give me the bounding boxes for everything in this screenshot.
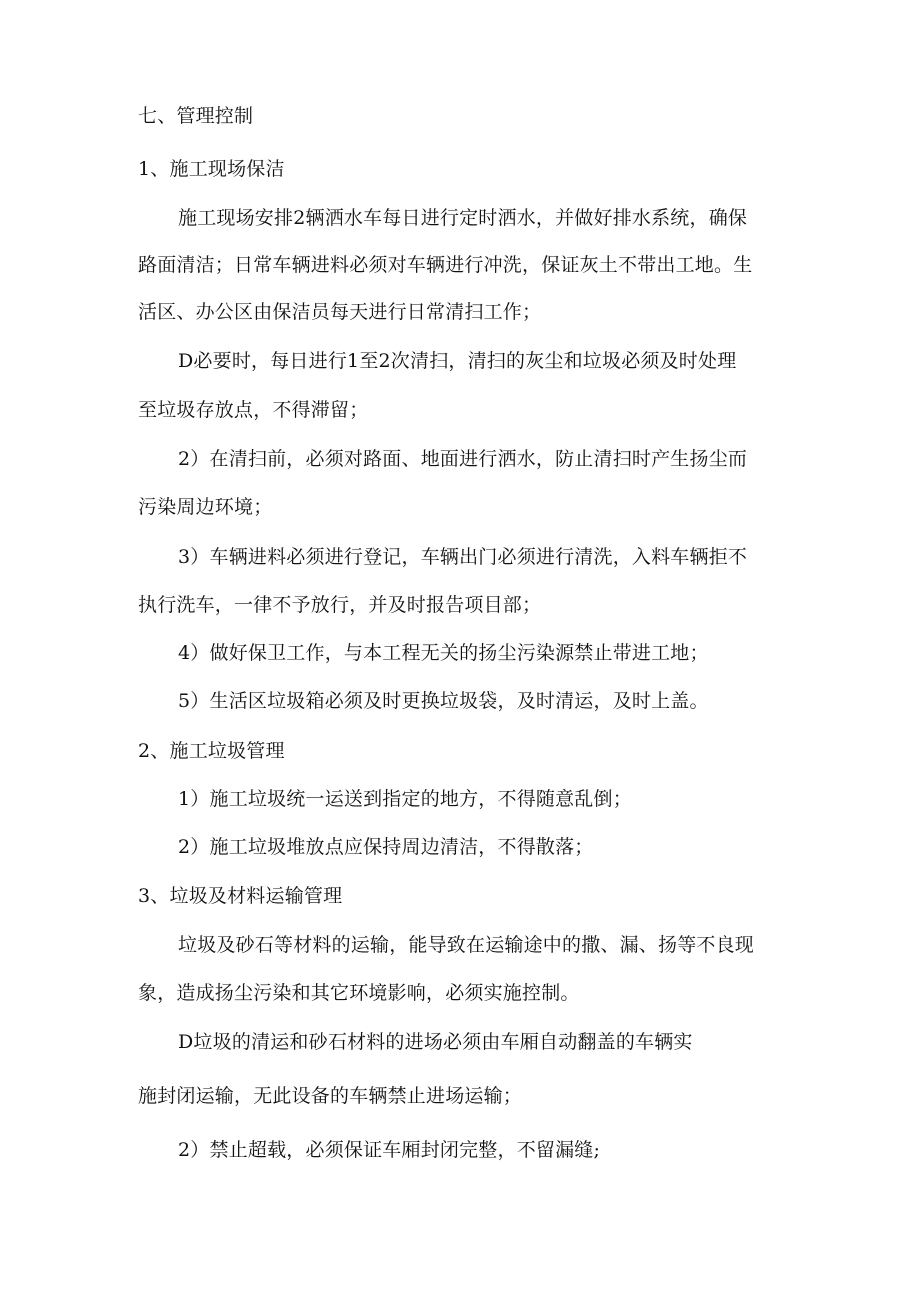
- subsection-1-item-4: 4）做好保卫工作，与本工程无关的扬尘污染源禁止带进工地；: [178, 642, 709, 664]
- subsection-1-item-5: 5）生活区垃圾箱必须及时更换垃圾袋，及时清运，及时上盖。: [178, 690, 709, 712]
- subsection-1-item-2-line-1: 2）在清扫前，必须对路面、地面进行洒水，防止清扫时产生扬尘而: [178, 448, 748, 470]
- subsection-3-intro-line-2: 象，造成扬尘污染和其它环境影响，必须实施控制。: [138, 982, 580, 1004]
- subsection-3-intro-line-1: 垃圾及砂石等材料的运输，能导致在运输途中的撒、漏、扬等不良现: [178, 934, 755, 956]
- subsection-2-item-2: 2）施工垃圾堆放点应保持周边清洁，不得散落；: [178, 836, 594, 858]
- subsection-3-item-1-line-1: D垃圾的清运和砂石材料的进场必须由车厢自动翻盖的车辆实: [178, 1031, 693, 1053]
- subsection-1-intro-line-2: 路面清洁；日常车辆进料必须对车辆进行冲洗，保证灰土不带出工地。生: [138, 254, 753, 276]
- subsection-2-title: 2、施工垃圾管理: [138, 740, 285, 762]
- subsection-1-item-2-line-2: 污染周边环境；: [138, 496, 273, 518]
- section-title: 七、管理控制: [138, 105, 254, 127]
- subsection-1-item-1-line-2: 至垃圾存放点，不得滞留；: [138, 399, 369, 421]
- subsection-1-item-3-line-1: 3）车辆进料必须进行登记，车辆出门必须进行清洗，入料车辆拒不: [178, 546, 748, 568]
- subsection-1-title: 1、施工现场保洁: [138, 158, 285, 180]
- subsection-1-intro-line-1: 施工现场安排2辆洒水车每日进行定时洒水，并做好排水系统，确保: [178, 207, 748, 229]
- subsection-3-item-2: 2）禁止超载，必须保证车厢封闭完整，不留漏缝;: [178, 1139, 601, 1161]
- subsection-3-item-1-line-2: 施封闭运输，无此设备的车辆禁止进场运输；: [138, 1085, 523, 1107]
- subsection-1-item-1-line-1: D必要时，每日进行1至2次清扫，清扫的灰尘和垃圾必须及时处理: [178, 350, 737, 372]
- subsection-3-title: 3、垃圾及材料运输管理: [138, 885, 343, 907]
- subsection-1-intro-line-3: 活区、办公区由保洁员每天进行日常清扫工作；: [138, 301, 542, 323]
- subsection-1-item-3-line-2: 执行洗车，一律不予放行，并及时报告项目部；: [138, 594, 542, 616]
- subsection-2-item-1: 1）施工垃圾统一运送到指定的地方，不得随意乱倒；: [178, 788, 632, 810]
